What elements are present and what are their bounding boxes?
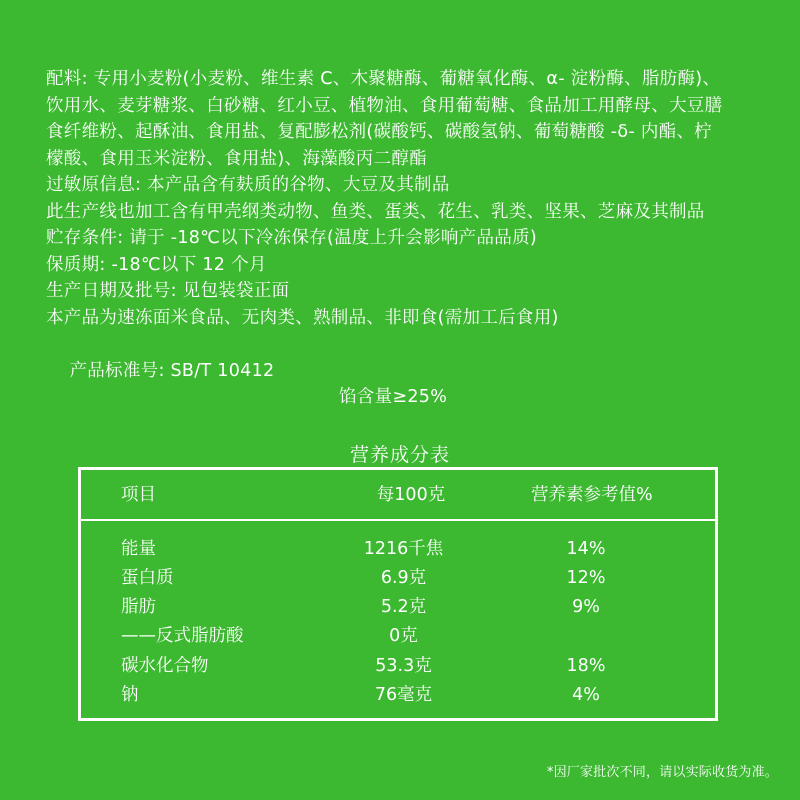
- info-line-ingredients-1: 配料: 专用小麦粉(小麦粉、维生素 C、木聚糖酶、葡糖氧化酶、α- 淀粉酶、脂肪酶)、: [46, 69, 721, 89]
- info-line-allergen: 过敏原信息: 本产品含有麸质的谷物、大豆及其制品: [46, 175, 450, 195]
- row-energy-nrv: 14%: [566, 539, 606, 559]
- info-line-ingredients-2: 饮用水、麦芽糖浆、白砂糖、红小豆、植物油、食用葡萄糖、食品加工用酵母、大豆膳: [46, 95, 723, 116]
- row-carbohydrate-value: 53.3克: [375, 656, 432, 676]
- info-line-ingredients-3: 食纤维粉、起酥油、食用盐、复配膨松剂(碳酸钙、碳酸氢钠、葡萄糖酸 -δ- 内酯、柠: [46, 122, 713, 142]
- nutrition-table-title: 营养成分表: [349, 444, 450, 466]
- row-sodium-value: 76毫克: [374, 685, 433, 705]
- row-sodium-nrv: 4%: [572, 685, 600, 705]
- row-fat-item: 脂肪: [121, 597, 156, 617]
- header-nrv: 营养素参考值%: [531, 485, 653, 505]
- footnote: *因厂家批次不同，请以实际收货为准。: [546, 765, 778, 780]
- row-protein-value: 6.9克: [380, 568, 427, 588]
- standard-line: [46, 331, 776, 437]
- row-energy-value: 1216千焦: [363, 539, 444, 559]
- standard-number: 产品标准号: SB/T 10412: [69, 360, 275, 381]
- info-line-shelf-life: 保质期: -18℃以下 12 个月: [46, 254, 267, 275]
- row-fat-nrv: 9%: [572, 597, 600, 617]
- row-carbohydrate-nrv: 18%: [566, 656, 606, 676]
- row-carbohydrate-item: 碳水化合物: [121, 656, 209, 676]
- info-line-ingredients-4: 檬酸、食用玉米淀粉、食用盐)、海藻酸丙二醇酯: [46, 148, 427, 169]
- info-line-product-type: 本产品为速冻面米食品、无肉类、熟制品、非即食(需加工后食用): [46, 307, 559, 328]
- nutrition-table: [78, 467, 718, 721]
- row-trans-fat-value: 0克: [389, 626, 418, 646]
- row-trans-fat-item: ——反式脂肪酸: [121, 626, 244, 646]
- header-per-100g: 每100克: [376, 485, 446, 505]
- header-divider: [81, 519, 715, 521]
- row-sodium-item: 钠: [121, 685, 139, 705]
- row-protein-nrv: 12%: [566, 568, 606, 588]
- row-protein-item: 蛋白质: [121, 568, 174, 588]
- filling-content: 馅含量≥25%: [339, 387, 448, 407]
- row-fat-value: 5.2克: [380, 597, 427, 617]
- header-item: 项目: [121, 485, 156, 505]
- row-energy-item: 能量: [121, 539, 156, 559]
- product-info: [46, 66, 776, 437]
- info-line-production-line: 此生产线也加工含有甲壳纲类动物、鱼类、蛋类、花生、乳类、坚果、芝麻及其制品: [46, 201, 705, 222]
- info-line-production-date: 生产日期及批号: 见包装袋正面: [46, 281, 290, 301]
- info-line-storage: 贮存条件: 请于 -18℃以下冷冻保存(温度上升会影响产品品质): [46, 228, 538, 248]
